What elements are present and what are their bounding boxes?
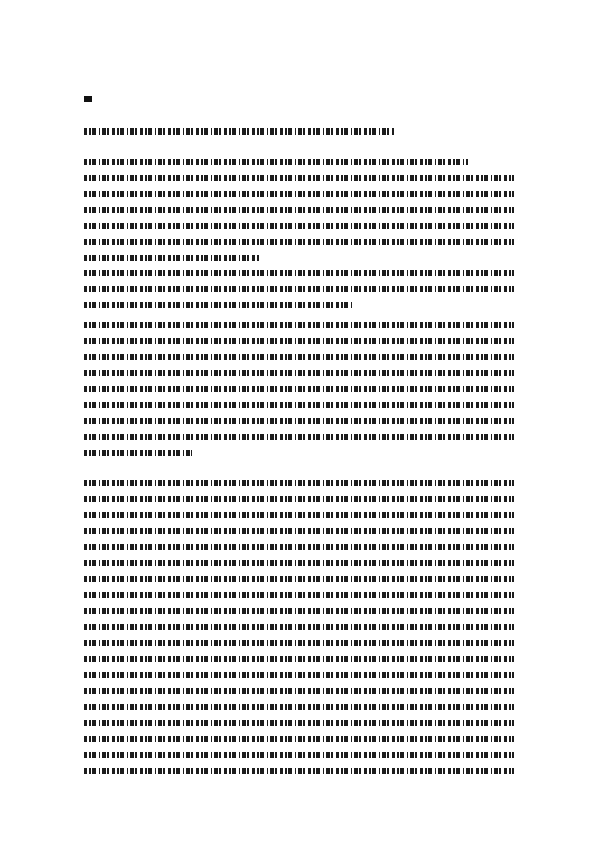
text-line [84,544,514,550]
text-line [84,496,514,502]
text-line [84,354,514,360]
text-line [84,434,514,440]
document-title [84,128,394,135]
text-line [84,768,514,774]
text-line [84,512,514,518]
text-line [84,624,514,630]
text-line [84,656,514,662]
text-line [84,720,514,726]
text-line [84,752,514,758]
text-line [84,418,514,424]
text-line [84,560,514,566]
text-line [84,338,514,344]
text-line [84,302,354,308]
text-line [84,528,514,534]
text-line [84,207,514,213]
text-line [84,255,260,261]
paragraph-1 [84,159,514,261]
text-line [84,704,514,710]
text-line [84,159,468,165]
text-line [84,370,514,376]
text-line [84,592,514,598]
text-line [84,688,514,694]
paragraph-4 [84,480,514,774]
text-line [84,386,514,392]
text-line [84,286,514,292]
text-line [84,191,514,197]
text-line [84,175,514,181]
text-line [84,736,514,742]
text-line [84,608,514,614]
text-line [84,322,514,328]
text-line [84,223,514,229]
text-line [84,270,514,276]
paragraph-3 [84,322,514,456]
text-line [84,576,514,582]
text-line [84,672,514,678]
paragraph-2 [84,270,514,308]
text-line [84,239,514,245]
text-line [84,640,514,646]
text-line [84,450,192,456]
text-line [84,402,514,408]
text-line [84,480,514,486]
page-marker [84,96,92,102]
